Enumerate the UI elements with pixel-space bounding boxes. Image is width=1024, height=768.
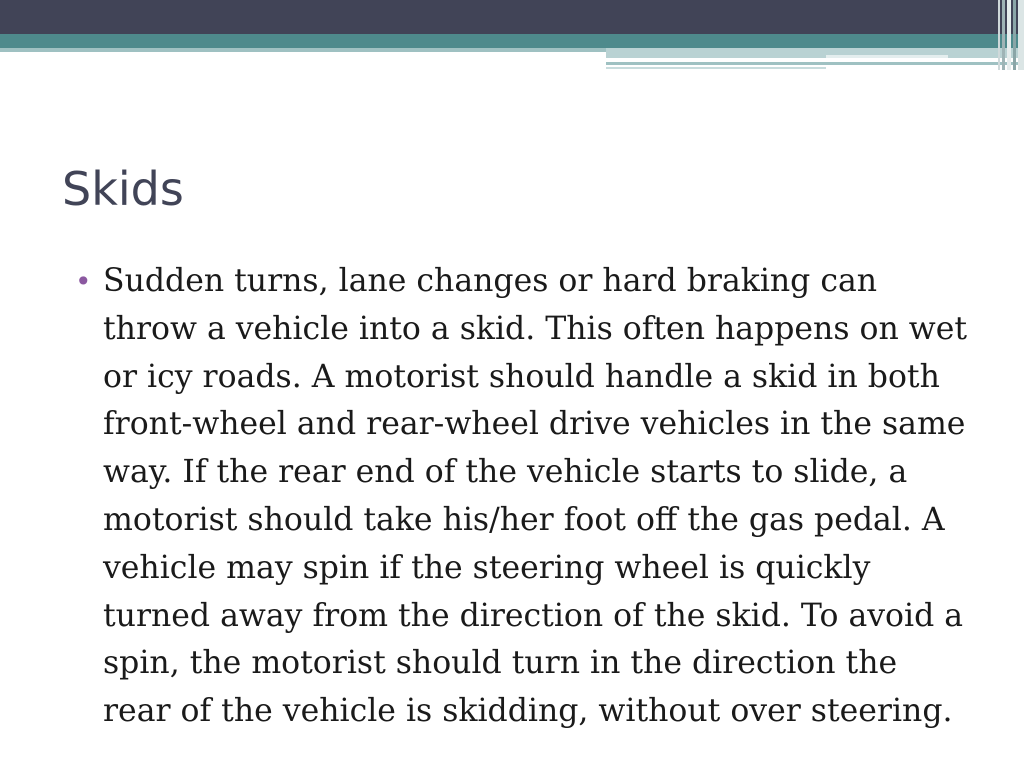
header-band-light bbox=[0, 48, 606, 52]
slide-title: Skids bbox=[62, 162, 184, 216]
bullet-item bbox=[70, 258, 970, 736]
stripe bbox=[1002, 0, 1005, 70]
stripe bbox=[1018, 0, 1024, 70]
header-accent-line bbox=[826, 55, 948, 58]
header-accent-line bbox=[606, 67, 826, 69]
bullet-list bbox=[70, 258, 970, 736]
header-accent-line bbox=[606, 62, 1024, 65]
stripe bbox=[998, 0, 1000, 70]
stripe bbox=[1013, 0, 1016, 70]
header-band-dark bbox=[0, 0, 1024, 34]
bullet-marker: • bbox=[75, 265, 92, 298]
header-accent-block bbox=[606, 48, 1024, 58]
corner-stripes bbox=[994, 0, 1024, 70]
header-band-teal bbox=[0, 34, 1024, 48]
stripe bbox=[1007, 0, 1011, 70]
bullet-text: Sudden turns, lane changes or hard braking can throw a vehicle into a skid. This often happens on wet or icy roads. A motorist should handle a skid in both front-wheel and rear-wheel drive vehicles in the same way. If the rear end of the vehicle starts to slide, a motorist should take his/her foot off the gas pedal. A vehicle may spin if the steering wheel is quickly turned away from the direction of the skid. To avoid a spin, the motorist should turn in the direction the rear of the vehicle is skidding, without over steering. bbox=[103, 263, 968, 730]
